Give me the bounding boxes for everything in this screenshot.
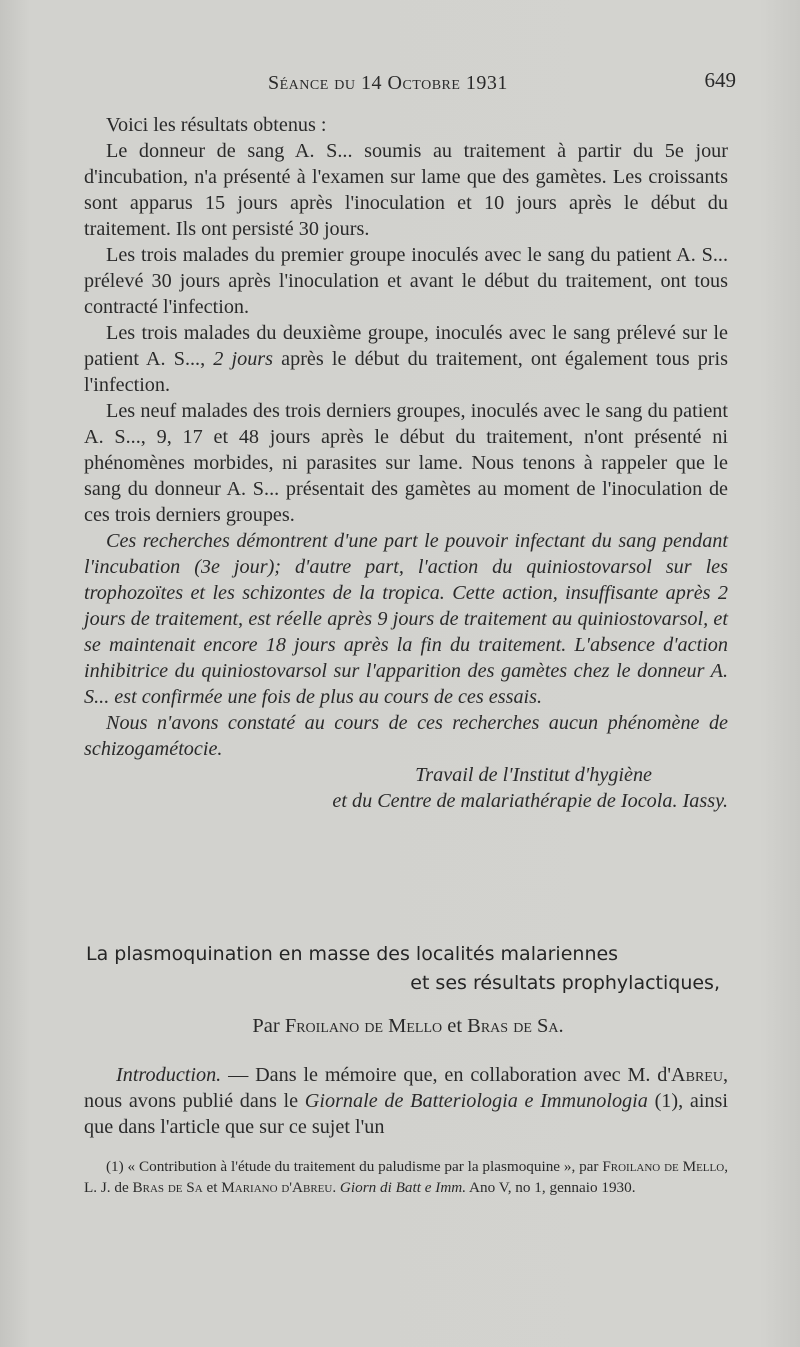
byline: [0, 1015, 800, 1038]
text-run: , L. J. de: [84, 1158, 728, 1196]
author-2: Bras de Sa.: [467, 1015, 564, 1037]
journal-name: Giornale de Batteriologia e Immunologia: [304, 1090, 648, 1112]
text-run: , nous avons publié dans le: [84, 1064, 728, 1112]
text-run: (1) « Contribution à l'étude du traitement du paludisme par la plasmoquine », par: [106, 1158, 603, 1175]
author-name: Abreu: [671, 1064, 723, 1086]
text-run: et: [202, 1179, 222, 1196]
author-1: Froilano de Mello: [284, 1015, 443, 1037]
paragraph-donor: Le donneur de sang A. S... soumis au traitement à partir du 5e jour d'incubation, n'a présenté à l'examen sur lame que des gamètes. Les croissants sont apparus 15 jours après l'inoculation et 10 jours après le début du traitement. Ils ont persisté 30 jours.: [84, 140, 728, 240]
text-run: Ano V, no 1, gennaio 1930.: [466, 1179, 636, 1196]
body-text: [84, 112, 728, 814]
affiliation-line-1: Travail de l'Institut d'hygiène: [415, 764, 652, 786]
author-name: Mariano d'Abreu: [221, 1179, 333, 1196]
footnote: [84, 1156, 728, 1198]
text-run: après le début du traitement, ont également tous pris l'infection.: [84, 348, 728, 396]
paragraph-conclusions: Ces recherches démontrent d'une part le pouvoir infectant du sang pendant l'incubation (3e jour); d'autre part, l'action du quiniostovarsol sur les trophozoïtes et les schizontes de la tropica. Cette action, insuffisante après 2 jours de traitement, est réelle après 9 jours de traitement au quiniostovarsol, et se maintenait encore 18 jours après la fin du traitement. L'absence d'action inhibitrice du quiniostovarsol sur l'apparition des gamètes chez le donneur A. S... est confirmée une fois de plus au cours de ces essais.: [84, 530, 728, 708]
journal-name: Giorn di Batt e Imm.: [339, 1179, 467, 1196]
article-title-line-1: La plasmoquination en masse des localités malariennes: [86, 943, 619, 965]
article-title-line-2: et ses résultats prophylactiques,: [410, 972, 720, 994]
article-title: [86, 940, 726, 998]
italic-text: 2 jours: [213, 348, 274, 370]
introduction: [84, 1062, 728, 1140]
paragraph-no-schizogametocie: Nous n'avons constaté au cours de ces recherches aucun phénomène de schizogamétocie.: [84, 712, 728, 760]
text-run: — Dans le mémoire que, en collaboration avec M. d': [221, 1064, 672, 1086]
intro-paragraph: [84, 1062, 728, 1140]
author-name: Froilano de Mello: [602, 1158, 725, 1175]
paragraph-results-intro: Voici les résultats obtenus :: [106, 114, 327, 136]
author-name: Bras de Sa: [132, 1179, 203, 1196]
text-run: (1), ainsi que dans l'article que sur ce sujet l'un: [84, 1090, 728, 1138]
text-run: Les trois malades du deuxième groupe, inoculés avec le sang prélevé sur le patient A. S...,: [84, 322, 728, 370]
intro-label: Introduction.: [116, 1064, 222, 1086]
footnote-1: [84, 1156, 728, 1198]
running-title: Séance du 14 Octobre 1931: [268, 72, 508, 94]
paragraph-group-2: [84, 320, 728, 398]
page-number: 649: [704, 68, 736, 92]
affiliation-line-2: et du Centre de malariathérapie de Iocola. Iassy.: [332, 790, 728, 812]
paragraph-last-groups: Les neuf malades des trois derniers groupes, inoculés avec le sang du patient A. S..., 9, 17 et 48 jours après le début du traitement, n'ont présenté ni phénomènes morbides, ni parasites sur lame. Nous tenons à rappeler que le sang du donneur A. S... présentait des gamètes au moment de l'inoculation de ces trois derniers groupes.: [84, 400, 728, 526]
byline-and: et: [442, 1015, 468, 1037]
byline-prefix: Par: [252, 1015, 285, 1037]
text-run: .: [332, 1179, 340, 1196]
page-header: [0, 68, 800, 100]
paragraph-group-1: Les trois malades du premier groupe inoculés avec le sang du patient A. S... prélevé 30 jours après l'inoculation et avant le début du traitement, ont tous contracté l'infection.: [84, 244, 728, 318]
